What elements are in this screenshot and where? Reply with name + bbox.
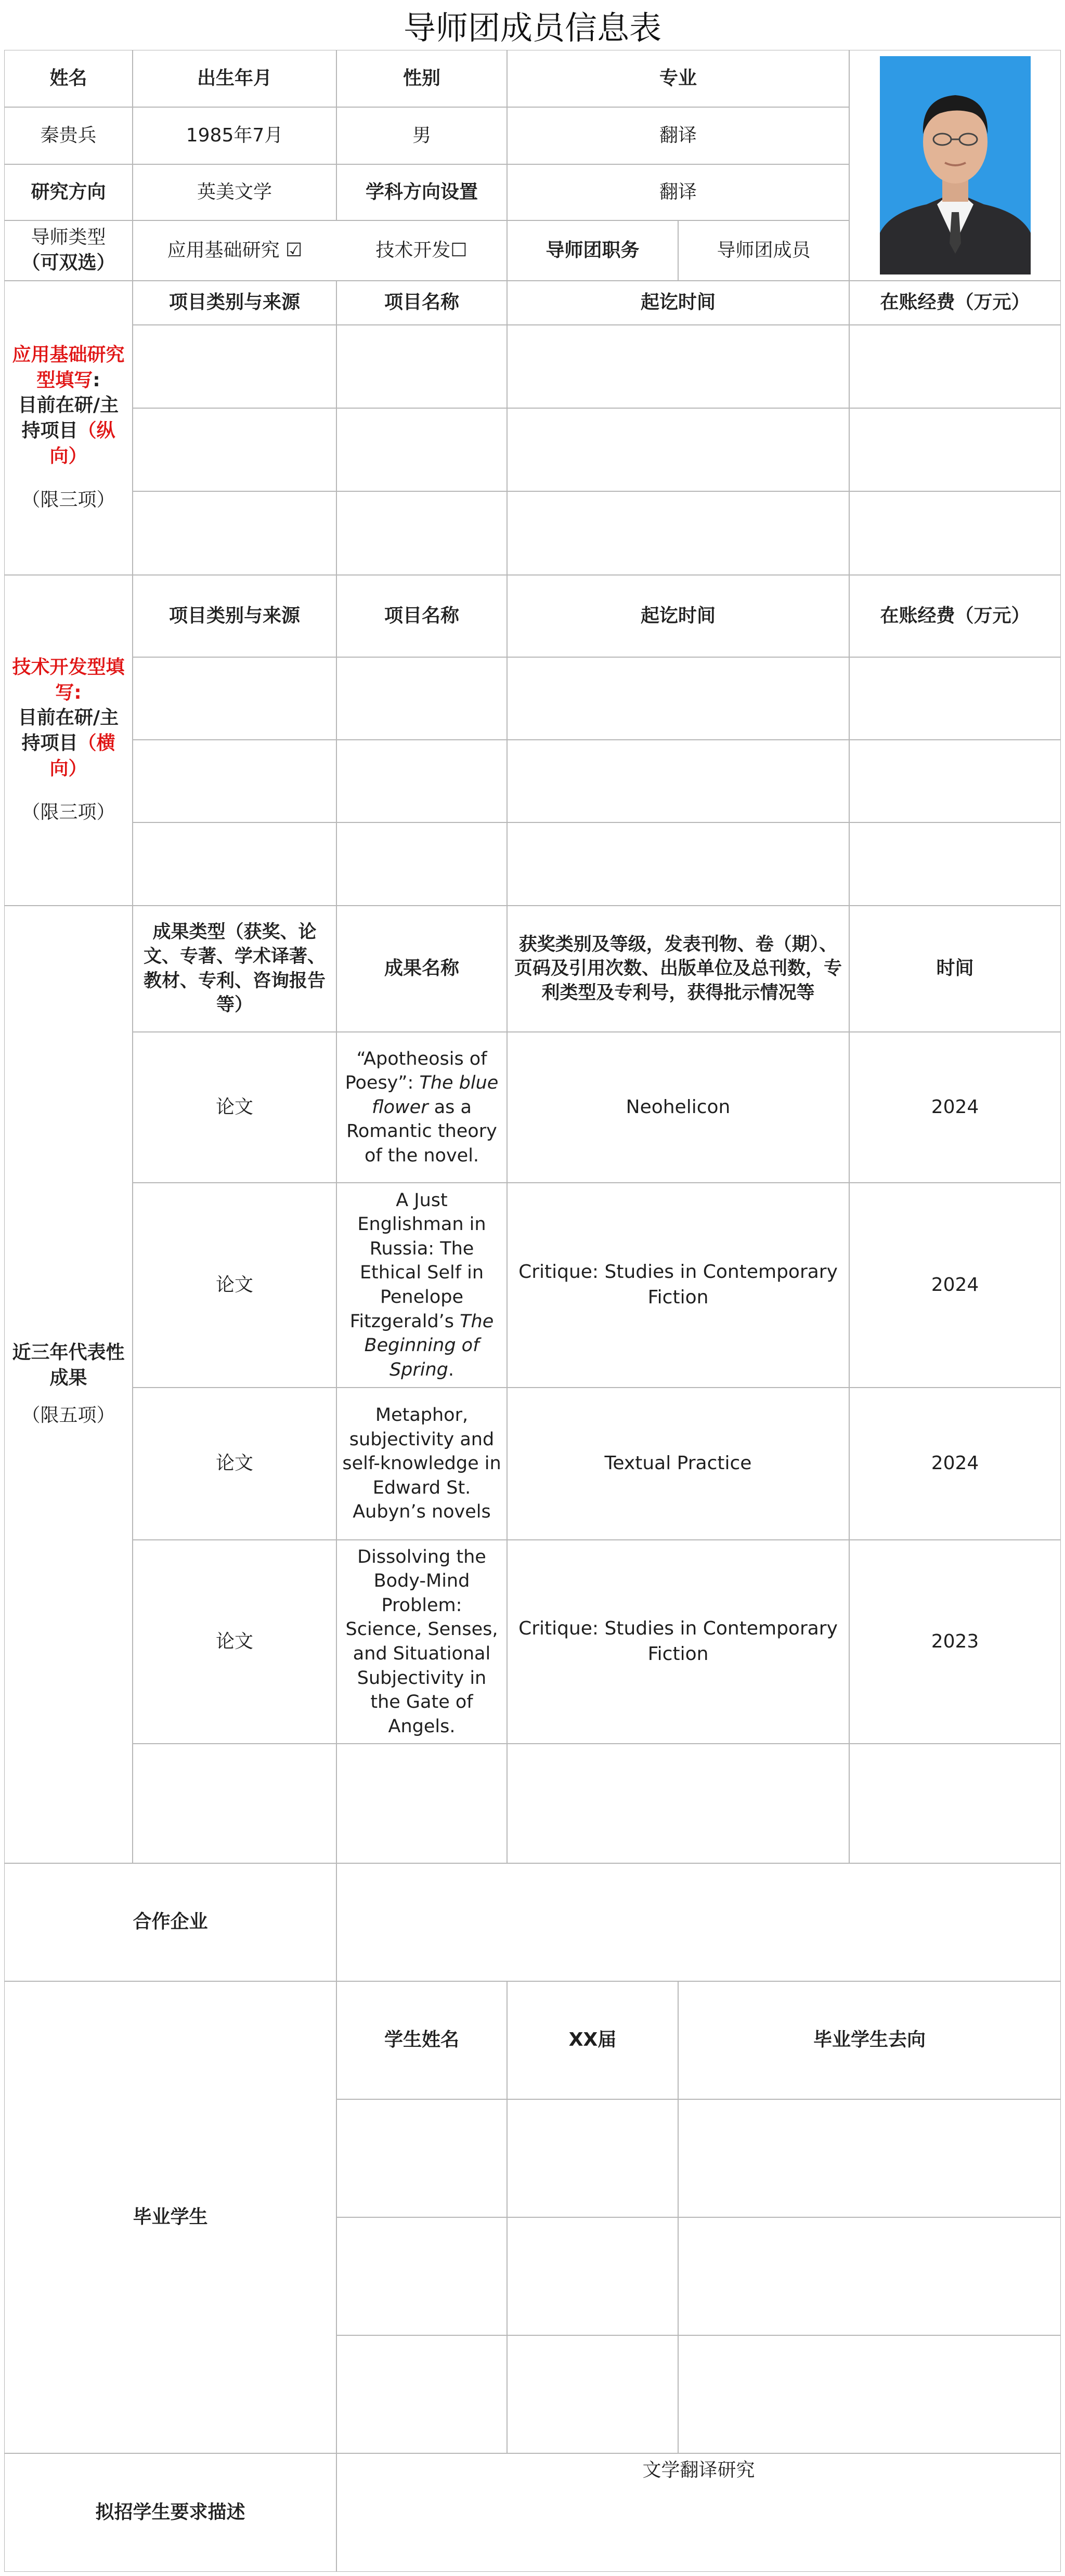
- achievement-row2-name-italic: The Beginning of Spring: [364, 1311, 494, 1380]
- tech-header-funding: 在账经费（万元）: [849, 575, 1061, 657]
- major-label: 专业: [507, 50, 849, 107]
- achievement-row4-name: [336, 1540, 507, 1744]
- mentor-type-label-line2: （可双选）: [21, 252, 115, 273]
- graduate-row1-class: [507, 2099, 678, 2217]
- tech-row3-source: [133, 822, 336, 906]
- applied-row3-source: [133, 491, 336, 575]
- page-title: 导师团成员信息表: [403, 8, 661, 47]
- achievement-row2-name: [336, 1183, 507, 1388]
- achievement-row1-name-post: as a Romantic theory of the novel.: [346, 1096, 497, 1166]
- applied-header-funding: 在账经费（万元）: [849, 281, 1061, 325]
- achievement-row2-name-pre: A Just Englishman in Russia: The Ethical Self in Penelope Fitzgerald’s: [349, 1189, 486, 1332]
- achievement-row1-time: 2024: [849, 1032, 1061, 1183]
- position-value: 导师团成员: [678, 220, 849, 281]
- name-label: 姓名: [4, 50, 133, 107]
- achievement-row2-detail: Critique: Studies in Contemporary Fiction: [507, 1183, 849, 1388]
- tech-side-limit: （限三项）: [21, 802, 115, 823]
- discipline-value: 翻译: [507, 164, 849, 220]
- applied-projects-side: [4, 281, 133, 575]
- achievement-row4-name-pre: Dissolving the Body-Mind Problem: Science, Senses, and Situational Subjectivity in the Gate of Angels.: [345, 1546, 498, 1737]
- tech-row2-source: [133, 740, 336, 822]
- tech-row2-funding: [849, 740, 1061, 822]
- applied-row1-funding: [849, 325, 1061, 408]
- position-label: 导师团职务: [507, 220, 678, 281]
- applied-row2-period: [507, 408, 849, 491]
- applied-side-black: 目前在研/主持项目: [18, 395, 119, 441]
- graduates-label: 毕业学生: [4, 1981, 336, 2453]
- graduate-row2-name: [336, 2217, 507, 2335]
- tech-header-name: 项目名称: [336, 575, 507, 657]
- applied-row1-source: [133, 325, 336, 408]
- applied-side-limit: （限三项）: [21, 489, 115, 511]
- graduate-row3-destination: [678, 2335, 1061, 2453]
- tech-row1-funding: [849, 657, 1061, 740]
- gender-value: 男: [336, 107, 507, 164]
- achievement-row3-detail: Textual Practice: [507, 1388, 849, 1540]
- applied-row1-name: [336, 325, 507, 408]
- achievement-row3-name: [336, 1388, 507, 1540]
- achievement-row5-time: [849, 1744, 1061, 1863]
- mentor-type-option-tech[interactable]: 技术开发☐: [336, 220, 507, 281]
- recruit-label: 拟招学生要求描述: [4, 2453, 336, 2572]
- achievements-header-time: 时间: [849, 906, 1061, 1032]
- achievements-header-detail: 获奖类别及等级，发表刊物、卷（期）、页码及引用次数、出版单位及总刊数，专利类型及专利号，获得批示情况等: [507, 906, 849, 1032]
- graduates-header-class: XX届: [507, 1981, 678, 2099]
- birth-value: 1985年7月: [133, 107, 336, 164]
- mentor-type-label-line1: 导师类型: [31, 227, 106, 249]
- tech-row2-period: [507, 740, 849, 822]
- achievement-row1-type: 论文: [133, 1032, 336, 1183]
- tech-side-black: 目前在研/主持项目: [18, 707, 119, 754]
- achievement-row3-name-pre: Metaphor, subjectivity and self-knowledge in Edward St. Aubyn’s novels: [342, 1405, 501, 1523]
- tech-row1-name: [336, 657, 507, 740]
- discipline-label: 学科方向设置: [336, 164, 507, 220]
- applied-side-red2: （纵向）: [49, 420, 115, 467]
- graduate-row2-class: [507, 2217, 678, 2335]
- graduate-row2-destination: [678, 2217, 1061, 2335]
- applied-header-source: 项目类别与来源: [133, 281, 336, 325]
- tech-projects-side: [4, 575, 133, 906]
- achievement-row1-name-pre: “Apotheosis of Poesy”:: [345, 1048, 487, 1094]
- tech-header-source: 项目类别与来源: [133, 575, 336, 657]
- achievements-header-type: 成果类型（获奖、论文、专著、学术译著、教材、专利、咨询报告等）: [133, 906, 336, 1032]
- portrait-photo: [880, 56, 1031, 274]
- applied-row3-name: [336, 491, 507, 575]
- achievement-row2-type: 论文: [133, 1183, 336, 1388]
- tech-row1-period: [507, 657, 849, 740]
- gender-label: 性别: [336, 50, 507, 107]
- tech-side-red: 技术开发型填写:: [12, 657, 125, 703]
- tech-row3-funding: [849, 822, 1061, 906]
- applied-side-red: 应用基础研究型填写: [12, 344, 125, 391]
- achievement-row1-name: [336, 1032, 507, 1183]
- applied-side-colon: :: [93, 369, 100, 391]
- applied-row3-period: [507, 491, 849, 575]
- graduate-row1-name: [336, 2099, 507, 2217]
- tech-row3-name: [336, 822, 507, 906]
- achievement-row5-detail: [507, 1744, 849, 1863]
- tech-row3-period: [507, 822, 849, 906]
- achievement-row1-detail: Neohelicon: [507, 1032, 849, 1183]
- achievement-row4-time: 2023: [849, 1540, 1061, 1744]
- applied-row1-period: [507, 325, 849, 408]
- graduate-row3-class: [507, 2335, 678, 2453]
- achievement-row3-type: 论文: [133, 1388, 336, 1540]
- graduates-header-name: 学生姓名: [336, 1981, 507, 2099]
- tech-header-period: 起讫时间: [507, 575, 849, 657]
- applied-header-name: 项目名称: [336, 281, 507, 325]
- graduate-row1-destination: [678, 2099, 1061, 2217]
- achievements-header-name: 成果名称: [336, 906, 507, 1032]
- achievements-side: [4, 906, 133, 1863]
- research-label: 研究方向: [4, 164, 133, 220]
- mentor-type-label: [4, 220, 133, 281]
- applied-header-period: 起讫时间: [507, 281, 849, 325]
- tech-row2-name: [336, 740, 507, 822]
- name-value: 秦贵兵: [4, 107, 133, 164]
- achievement-row1-name-italic: The blue flower: [372, 1073, 499, 1118]
- achievements-side-limit: （限五项）: [21, 1405, 115, 1427]
- achievement-row3-time: 2024: [849, 1388, 1061, 1540]
- photo-cell: [849, 50, 1061, 281]
- partner-value: [336, 1863, 1061, 1981]
- applied-row3-funding: [849, 491, 1061, 575]
- partner-label: 合作企业: [4, 1863, 336, 1981]
- achievement-row2-time: 2024: [849, 1183, 1061, 1388]
- applied-row2-funding: [849, 408, 1061, 491]
- achievements-side-title: 近三年代表性成果: [12, 1342, 125, 1389]
- achievement-row2-name-post: .: [448, 1359, 454, 1380]
- tech-row1-source: [133, 657, 336, 740]
- achievement-row4-type: 论文: [133, 1540, 336, 1744]
- major-value: 翻译: [507, 107, 849, 164]
- recruit-value: 文学翻译研究: [336, 2453, 1061, 2572]
- applied-row2-source: [133, 408, 336, 491]
- achievement-row5-type: [133, 1744, 336, 1863]
- achievement-row4-detail: Critique: Studies in Contemporary Fiction: [507, 1540, 849, 1744]
- graduates-header-destination: 毕业学生去向: [678, 1981, 1061, 2099]
- applied-row2-name: [336, 408, 507, 491]
- birth-label: 出生年月: [133, 50, 336, 107]
- achievement-row5-name: [336, 1744, 507, 1863]
- mentor-type-option-applied[interactable]: 应用基础研究 ☑: [133, 220, 336, 281]
- graduate-row3-name: [336, 2335, 507, 2453]
- research-value: 英美文学: [133, 164, 336, 220]
- tech-side-red2: （横向）: [49, 733, 115, 779]
